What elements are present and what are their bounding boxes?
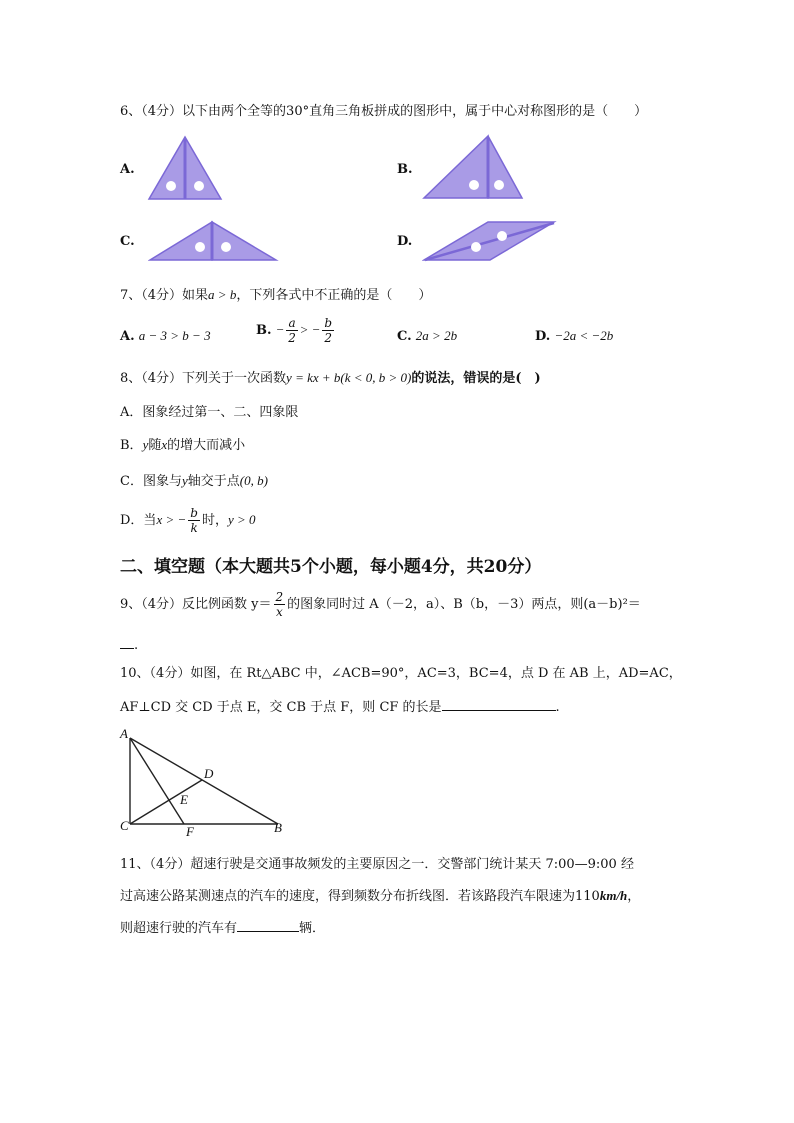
q9-line2: [120, 634, 138, 656]
q8-option-d-post: y > 0: [227, 512, 256, 527]
q10-line2-end: .: [555, 700, 560, 715]
q8-stem-post: 的说法，错误的是( ): [411, 371, 541, 386]
q9-pre: 9、（4分）反比例函数 y＝: [120, 597, 272, 612]
q11-line1: 11、（4分）超速行驶是交通事故频发的主要原因之一．交警部门统计某天 7:00—9:00 经: [120, 857, 634, 872]
q10-line1: 10、（4分）如图，在 Rt△ABC 中，∠ACB=90°，AC=3，BC=4，点 D 在 AB 上，AD=AC，: [120, 666, 682, 681]
q7-option-a-label: A.: [120, 329, 135, 344]
q8-option-b-y: y: [142, 437, 149, 452]
q8-option-c-point: (0, b): [239, 473, 268, 488]
q8-option-d-mid: 时，: [201, 513, 228, 528]
label-a: A: [120, 726, 128, 741]
label-b: B: [274, 820, 282, 835]
q8-option-b-x: x: [161, 437, 168, 452]
q7-option-d-label: D.: [535, 329, 551, 344]
q6-stem: 6、（4分）以下由两个全等的30°直角三角板拼成的图形中，属于中心对称图形的是（ ）: [120, 104, 648, 119]
q7-option-b-label: B.: [256, 323, 272, 338]
q7-option-b-num2: b: [324, 316, 333, 330]
q11-unit: km/h: [599, 888, 628, 903]
q8-stem: [120, 368, 541, 389]
q8-option-b-mid: 随: [148, 438, 162, 453]
q10-answer-blank[interactable]: [442, 696, 556, 711]
q7-option-b-den1: 2: [288, 331, 296, 345]
q8-option-c-mid: 轴交于点: [187, 474, 240, 489]
q11-line3-pre: 则超速行驶的汽车有: [120, 921, 238, 936]
q8-stem-pre: 8、（4分）下列关于一次函数: [120, 371, 287, 386]
q6-option-d-figure: [422, 220, 558, 264]
q8-option-b: [120, 435, 245, 456]
segment-cd: [130, 780, 202, 824]
q11-line2: [120, 886, 640, 907]
q8-option-d-num: b: [190, 506, 198, 520]
q7-option-d-expr: −2a < −2b: [554, 328, 614, 343]
q6-option-a-figure: [145, 135, 225, 203]
q8-option-d-pre: D．当: [120, 513, 157, 528]
q10-line2: [120, 696, 560, 718]
q8-option-d-frac: [188, 506, 200, 535]
q7-option-c-label: C.: [397, 329, 412, 344]
q7-option-b-num1: a: [288, 316, 296, 330]
q7-option-a: [120, 326, 211, 347]
q9-stem: [120, 590, 641, 619]
q10-triangle-figure: [116, 726, 288, 838]
q8-expr: y = kx + b(k < 0, b > 0): [286, 370, 412, 385]
q10-line2-pre: AF⊥CD 交 CD 于点 E，交 CB 于点 F，则 CF 的长是: [120, 700, 442, 715]
q7-condition: a > b: [208, 287, 237, 302]
q7-option-a-expr: a − 3 > b − 3: [138, 328, 211, 343]
q7-stem: [120, 285, 431, 306]
q11-line3-end: 辆．: [299, 921, 326, 936]
q8-option-c-y: y: [181, 473, 188, 488]
q9-answer-blank[interactable]: [120, 634, 134, 649]
section-2-title: 二、填空题（本大题共5个小题，每小题4分，共20分）: [120, 557, 542, 577]
q11-answer-blank[interactable]: [237, 917, 299, 932]
q9-frac: [274, 590, 286, 619]
q8-option-c: [120, 471, 268, 492]
q7-option-b-frac2: [322, 316, 334, 345]
q11-line2-pre: 过高速公路某测速点的汽车的速度，得到频数分布折线图．若该路段汽车限速为110: [120, 889, 600, 904]
label-f: F: [186, 824, 194, 838]
q7-option-b-frac1: [286, 316, 297, 345]
q6-option-b-figure: [422, 134, 526, 202]
q9-line2-end: .: [134, 638, 139, 653]
q11-line3: [120, 917, 325, 939]
segment-af: [130, 738, 184, 824]
label-e: E: [180, 792, 188, 807]
q6-option-b-label: B.: [397, 162, 413, 177]
q9-den: x: [275, 605, 283, 619]
label-c: C: [120, 818, 129, 833]
q8-option-d: [120, 506, 256, 535]
q8-option-d-den: k: [190, 521, 198, 535]
q9-num: 2: [275, 590, 284, 604]
q7-option-b-neg: −: [275, 322, 285, 337]
q11-line2-end: ，: [627, 889, 641, 904]
q7-stem-post: ，下列各式中不正确的是（ ）: [236, 288, 432, 303]
q8-option-a: A．图象经过第一、二、四象限: [120, 405, 299, 420]
q6-option-c-figure: [148, 220, 280, 264]
q8-option-c-pre: C．图象与: [120, 474, 182, 489]
q8-option-b-label: B．: [120, 438, 143, 453]
q9-post: 的图象同时过 A（－2，a）、B（b，－3）两点，则(a－b)²＝: [287, 597, 641, 612]
q7-option-b: [256, 316, 336, 345]
q8-option-b-post: 的增大而减小: [167, 438, 246, 453]
q8-option-d-x: x > −: [156, 512, 187, 527]
q7-option-b-mid: > −: [299, 322, 321, 337]
q7-option-d: [535, 326, 613, 347]
q6-option-a-label: A.: [120, 162, 135, 177]
label-d: D: [204, 766, 214, 781]
q7-option-c-expr: 2a > 2b: [415, 328, 458, 343]
q7-stem-pre: 7、（4分）如果: [120, 288, 209, 303]
q6-option-c-label: C.: [120, 234, 135, 249]
q6-option-d-label: D.: [397, 234, 413, 249]
q7-option-b-den2: 2: [324, 331, 333, 345]
q7-option-c: [397, 326, 457, 347]
